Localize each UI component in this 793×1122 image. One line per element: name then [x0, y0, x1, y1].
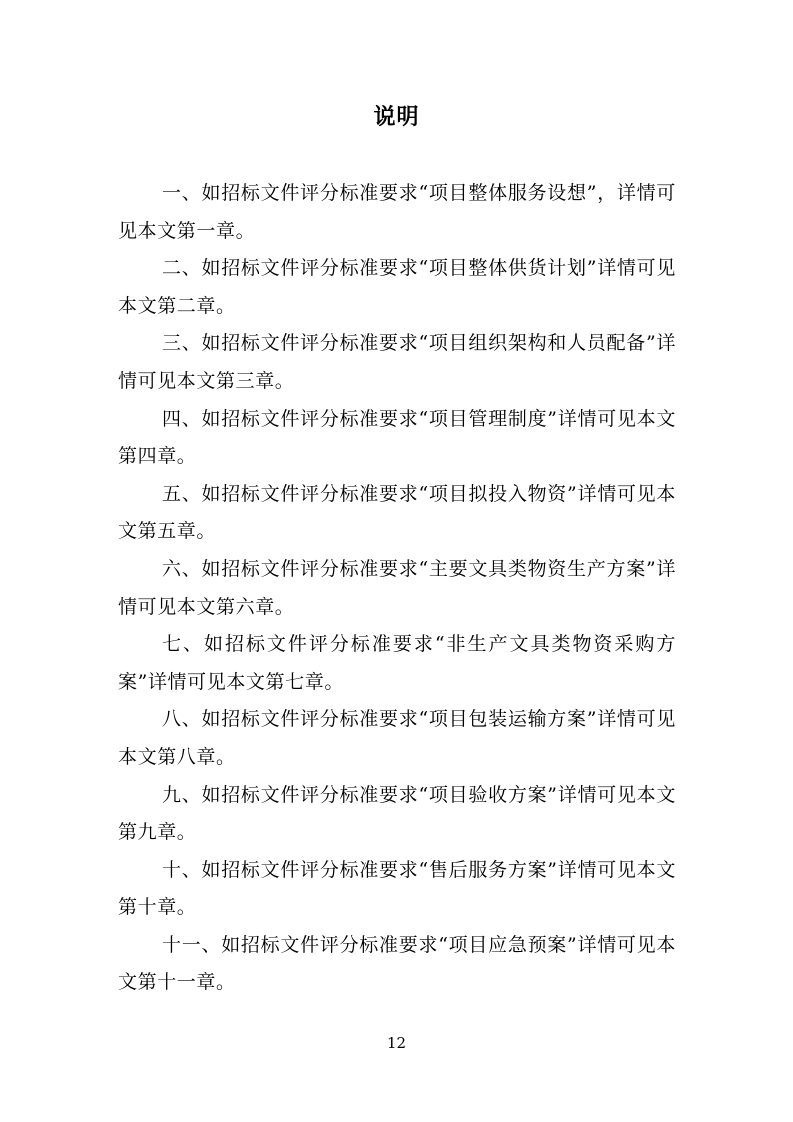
paragraph: 十、如招标文件评分标准要求“售后服务方案”详情可见本文第十章。	[118, 858, 676, 919]
paragraph: 一、如招标文件评分标准要求“项目整体服务设想”，详情可见本文第一章。	[118, 182, 676, 242]
paragraph: 十一、如招标文件评分标准要求“项目应急预案”详情可见本文第十一章。	[118, 933, 676, 994]
page-number: 12	[386, 1034, 407, 1052]
paragraph: 五、如招标文件评分标准要求“项目拟投入物资”详情可见本文第五章。	[118, 482, 676, 543]
paragraph: 四、如招标文件评分标准要求“项目管理制度”详情可见本文第四章。	[118, 407, 676, 468]
paragraph: 七、如招标文件评分标准要求“非生产文具类物资采购方案”详情可见本文第七章。	[118, 633, 676, 693]
paragraph: 三、如招标文件评分标准要求“项目组织架构和人员配备”详情可见本文第三章。	[118, 332, 676, 392]
paragraph: 八、如招标文件评分标准要求“项目包装运输方案”详情可见本文第八章。	[118, 708, 676, 768]
page-title: 说明	[373, 105, 420, 130]
body-text	[118, 175, 676, 1002]
paragraph: 六、如招标文件评分标准要求“主要文具类物资生产方案”详情可见本文第六章。	[118, 557, 676, 618]
paragraph: 九、如招标文件评分标准要求“项目验收方案”详情可见本文第九章。	[118, 783, 676, 844]
paragraph: 二、如招标文件评分标准要求“项目整体供货计划”详情可见本文第二章。	[118, 257, 676, 317]
